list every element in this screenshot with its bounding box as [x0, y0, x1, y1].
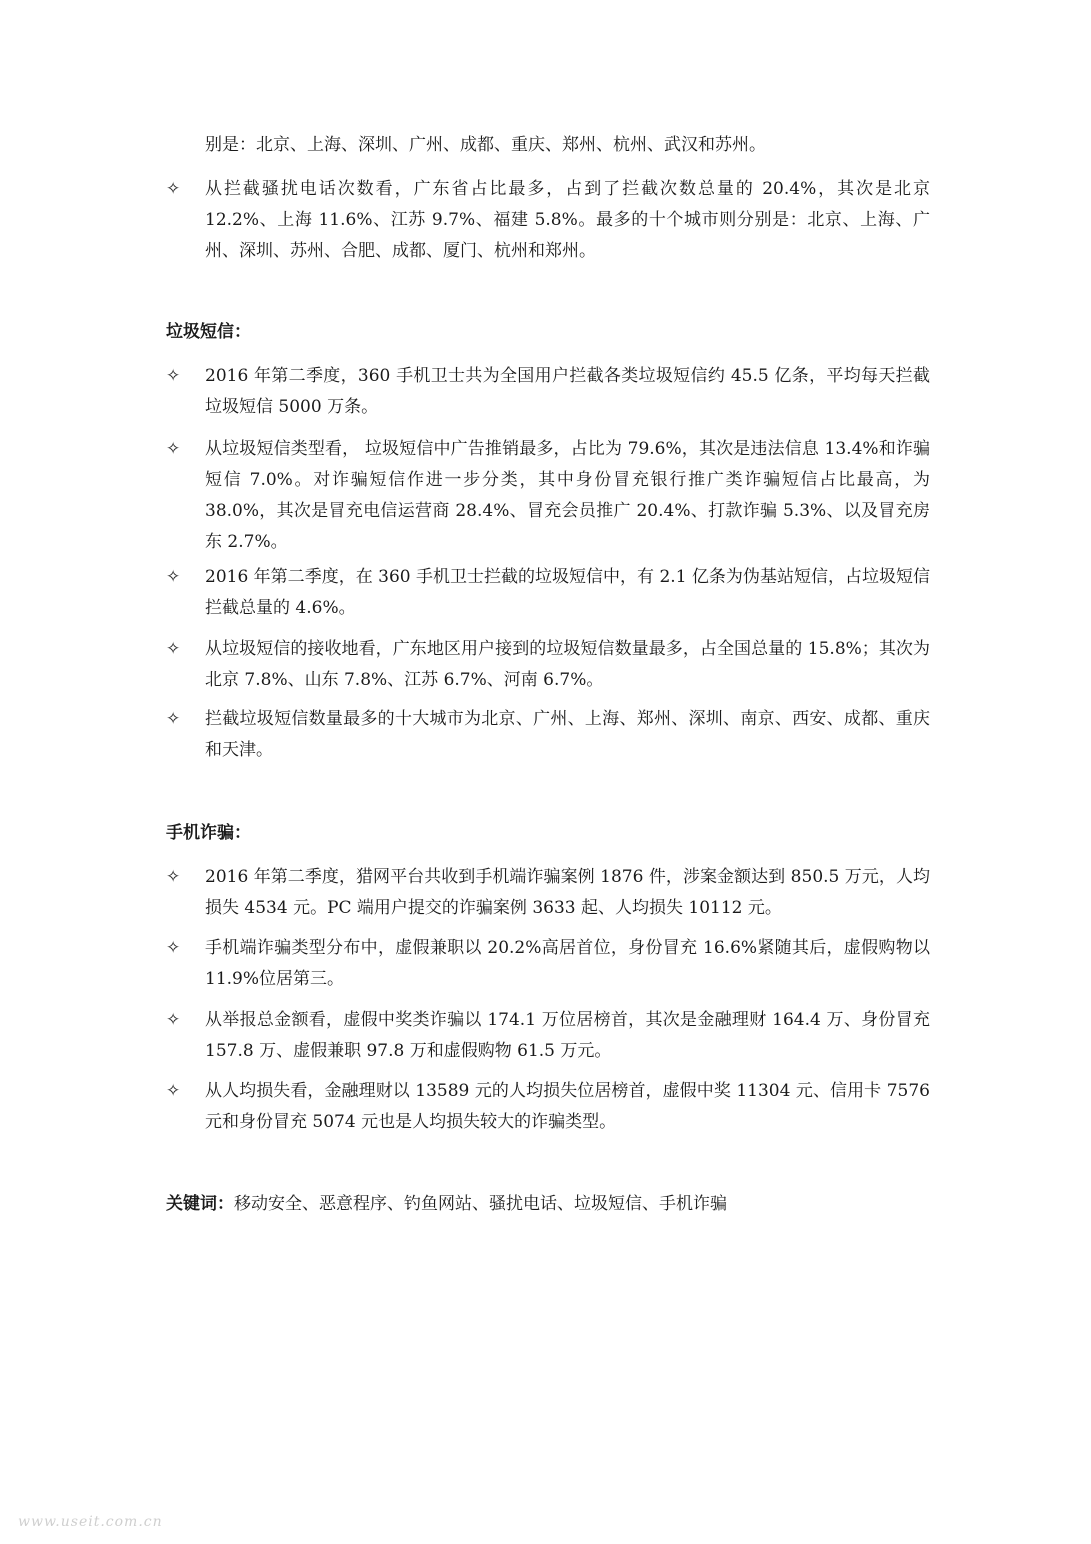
list-item-text: 从人均损失看，金融理财以 13589 元的人均损失位居榜首，虚假中奖 11304 元、信用卡 7576 元和身份冒充 5074 元也是人均损失较大的诈骗类型。 [205, 1081, 930, 1132]
keywords-line [166, 1190, 727, 1218]
list-item [166, 1076, 930, 1138]
diamond-bullet-icon: ✧ [166, 439, 181, 459]
list-item-text: 拦截垃圾短信数量最多的十大城市为北京、广州、上海、郑州、深圳、南京、西安、成都、重庆和天津。 [205, 709, 930, 760]
list-item-text: 从举报总金额看，虚假中奖类诈骗以 174.1 万位居榜首，其次是金融理财 164.4 万、身份冒充 157.8 万、虚假兼职 97.8 万和虚假购物 61.5 万元。 [205, 1010, 930, 1061]
keywords-value: 移动安全、恶意程序、钓鱼网站、骚扰电话、垃圾短信、手机诈骗 [234, 1194, 727, 1214]
list-item [166, 434, 930, 558]
diamond-bullet-icon: ✧ [166, 567, 181, 587]
list-item [166, 1005, 930, 1067]
diamond-bullet-icon: ✧ [166, 1081, 181, 1101]
list-item [166, 174, 930, 267]
section-heading-mobile-fraud: 手机诈骗： [166, 823, 251, 843]
watermark-text: www.useit.com.cn [18, 1514, 163, 1530]
list-item [166, 704, 930, 766]
section-heading-spam-sms: 垃圾短信： [166, 322, 251, 342]
list-item-text: 从垃圾短信的接收地看，广东地区用户接到的垃圾短信数量最多，占全国总量的 15.8%；其次为北京 7.8%、山东 7.8%、江苏 6.7%、河南 6.7%。 [205, 639, 930, 690]
list-item [166, 862, 930, 924]
diamond-bullet-icon: ✧ [166, 1010, 181, 1030]
diamond-bullet-icon: ✧ [166, 639, 181, 659]
keywords-label: 关键词： [166, 1194, 234, 1214]
list-item-text: 2016 年第二季度，在 360 手机卫士拦截的垃圾短信中，有 2.1 亿条为伪基站短信，占垃圾短信拦截总量的 4.6%。 [205, 567, 930, 618]
list-item-text: 2016 年第二季度，360 手机卫士共为全国用户拦截各类垃圾短信约 45.5 亿条，平均每天拦截垃圾短信 5000 万条。 [205, 366, 930, 417]
list-item-text: 手机端诈骗类型分布中，虚假兼职以 20.2%高居首位，身份冒充 16.6%紧随其后，虚假购物以 11.9%位居第三。 [205, 938, 930, 989]
list-item [166, 361, 930, 423]
diamond-bullet-icon: ✧ [166, 709, 181, 729]
diamond-bullet-icon: ✧ [166, 366, 181, 386]
diamond-bullet-icon: ✧ [166, 938, 181, 958]
list-item [166, 933, 930, 995]
list-item-text: 2016 年第二季度，猎网平台共收到手机端诈骗案例 1876 件，涉案金额达到 850.5 万元，人均损失 4534 元。PC 端用户提交的诈骗案例 3633 起、人均损失 10112 元。 [205, 867, 930, 918]
list-item [166, 562, 930, 624]
diamond-bullet-icon: ✧ [166, 867, 181, 887]
list-item-text: 从拦截骚扰电话次数看，广东省占比最多，占到了拦截次数总量的 20.4%，其次是北京 12.2%、上海 11.6%、江苏 9.7%、福建 5.8%。最多的十个城市则分别是：北京、上海、广州、深圳、苏州、合肥、成都、厦门、杭州和郑州。 [205, 179, 930, 261]
list-item [166, 634, 930, 696]
continuation-text: 别是：北京、上海、深圳、广州、成都、重庆、郑州、杭州、武汉和苏州。 [205, 135, 766, 155]
diamond-bullet-icon: ✧ [166, 179, 181, 199]
list-item-text: 从垃圾短信类型看， 垃圾短信中广告推销最多，占比为 79.6%，其次是违法信息 13.4%和诈骗短信 7.0%。对诈骗短信作进一步分类，其中身份冒充银行推广类诈骗短信占比最高，为 38.0%，其次是冒充电信运营商 28.4%、冒充会员推广 20.4%、打款诈骗 5.3%、以及冒充房东 2.7%。 [205, 439, 930, 552]
